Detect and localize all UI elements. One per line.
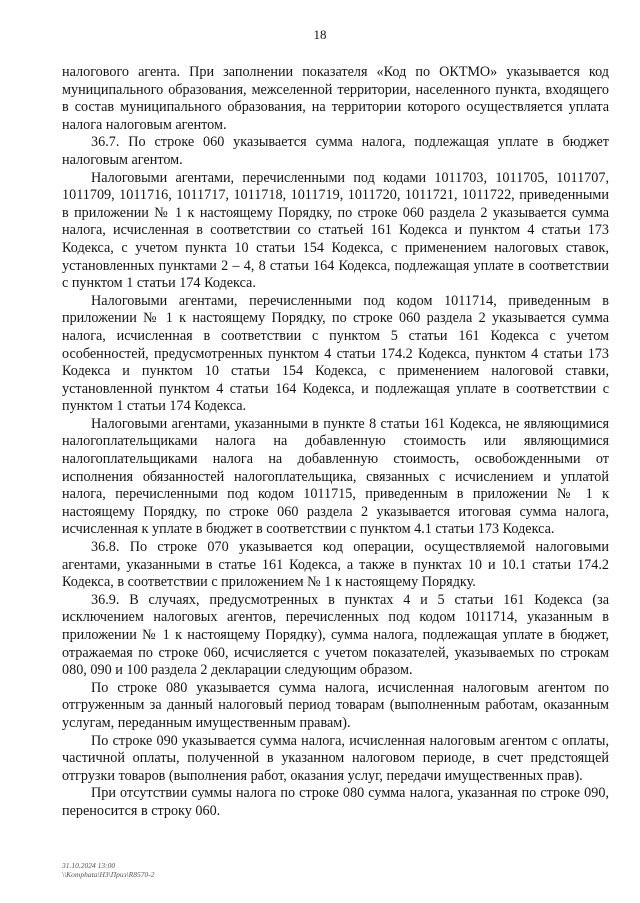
paragraph: Налоговыми агентами, перечисленными под кодами 1011703, 1011705, 1011707, 1011709, 1011716, 1011717, 1011718, 1011719, 1011720, 1011721, 1011722, приведенными в приложении № 1 к настоящему Порядку, по строке 060 раздела 2 указывается сумма налога, исчисленная в соответствии со статьей 161 Кодекса и пунктом 4 статьи 173 Кодекса, с учетом пункта 10 статьи 154 Кодекса, с применением налоговых ставок, установленных пунктами 2 – 4, 8 статьи 164 Кодекса, подлежащая уплате в соответствии с пунктом 1 статьи 174 Кодекса.	[62, 169, 609, 292]
document-body	[62, 64, 609, 821]
document-footer	[62, 861, 154, 879]
paragraph: По строке 080 указывается сумма налога, исчисленная налоговым агентом по отгруженным за данный налоговый период товарам (выполненным работам, оказанным услугам, переданным имущественным правам).	[62, 679, 609, 731]
paragraph: Налоговыми агентами, перечисленными под кодом 1011714, приведенным в приложении № 1 к настоящему Порядку, по строке 060 раздела 2 указывается сумма налога, исчисленная в соответствии с пунктом 5 статьи 161 Кодекса с учетом особенностей, предусмотренных пунктом 4 статьи 174.2 Кодекса, пунктом 4 статьи 173 Кодекса и пунктом 10 статьи 154 Кодекса, с применением налоговой ставки, установленной пунктом 4 статьи 164 Кодекса, и подлежащая уплате в соответствии с пунктом 1 статьи 174 Кодекса.	[62, 292, 609, 415]
footer-timestamp: 31.10.2024 13:00	[62, 861, 116, 870]
paragraph: 36.9. В случаях, предусмотренных в пунктах 4 и 5 статьи 161 Кодекса (за исключением налоговых агентов, перечисленных под кодом 1011714, указанным в приложении № 1 к настоящему Порядку), сумма налога, подлежащая уплате в бюджет, отражаемая по строке 060, исчисляется с учетом показателей, указываемых по строкам 080, 090 и 100 раздела 2 декларации следующим образом.	[62, 591, 609, 679]
paragraph: Налоговыми агентами, указанными в пункте 8 статьи 161 Кодекса, не являющимися налогоплательщиками налога на добавленную стоимость или являющимися налогоплательщиками налога на добавленную стоимость, освобожденными от исполнения обязанностей налогоплательщика, связанных с исчислением и уплатой налога, перечисленными под кодом 1011715, приведенным в приложении № 1 к настоящему Порядку, по строке 060 раздела 2 указывается итоговая сумма налога, исчисленная к уплате в бюджет в соответствии с пунктом 4.1 статьи 173 Кодекса.	[62, 415, 609, 538]
paragraph: 36.8. По строке 070 указывается код операции, осуществляемой налоговыми агентами, указанными в статье 161 Кодекса, а также в пунктах 10 и 10.1 статьи 174.2 Кодекса, в соответствии с приложением № 1 к настоящему Порядку.	[62, 539, 609, 591]
paragraph: налогового агента. При заполнении показателя «Код по ОКТМО» указывается код муниципального образования, межселенной территории, населенного пункта, входящего в состав муниципального образования, на территории которого осуществляется уплата налога налоговым агентом.	[62, 64, 609, 133]
paragraph: По строке 090 указывается сумма налога, исчисленная налоговым агентом с оплаты, частичной оплаты, полученной в указанном налоговом периоде, в счет предстоящей отгрузки товаров (выполнения работ, оказания услуг, передачи имущественных прав).	[62, 732, 609, 784]
page-number: 18	[313, 27, 327, 42]
paragraph: При отсутствии суммы налога по строке 080 сумма налога, указанная по строке 090, переносится в строку 060.	[62, 785, 609, 819]
footer-file-path: \\Komphata\НЗ\Приз\R8570-2	[62, 870, 155, 879]
paragraph: 36.7. По строке 060 указывается сумма налога, подлежащая уплате в бюджет налоговым агентом.	[62, 134, 609, 168]
